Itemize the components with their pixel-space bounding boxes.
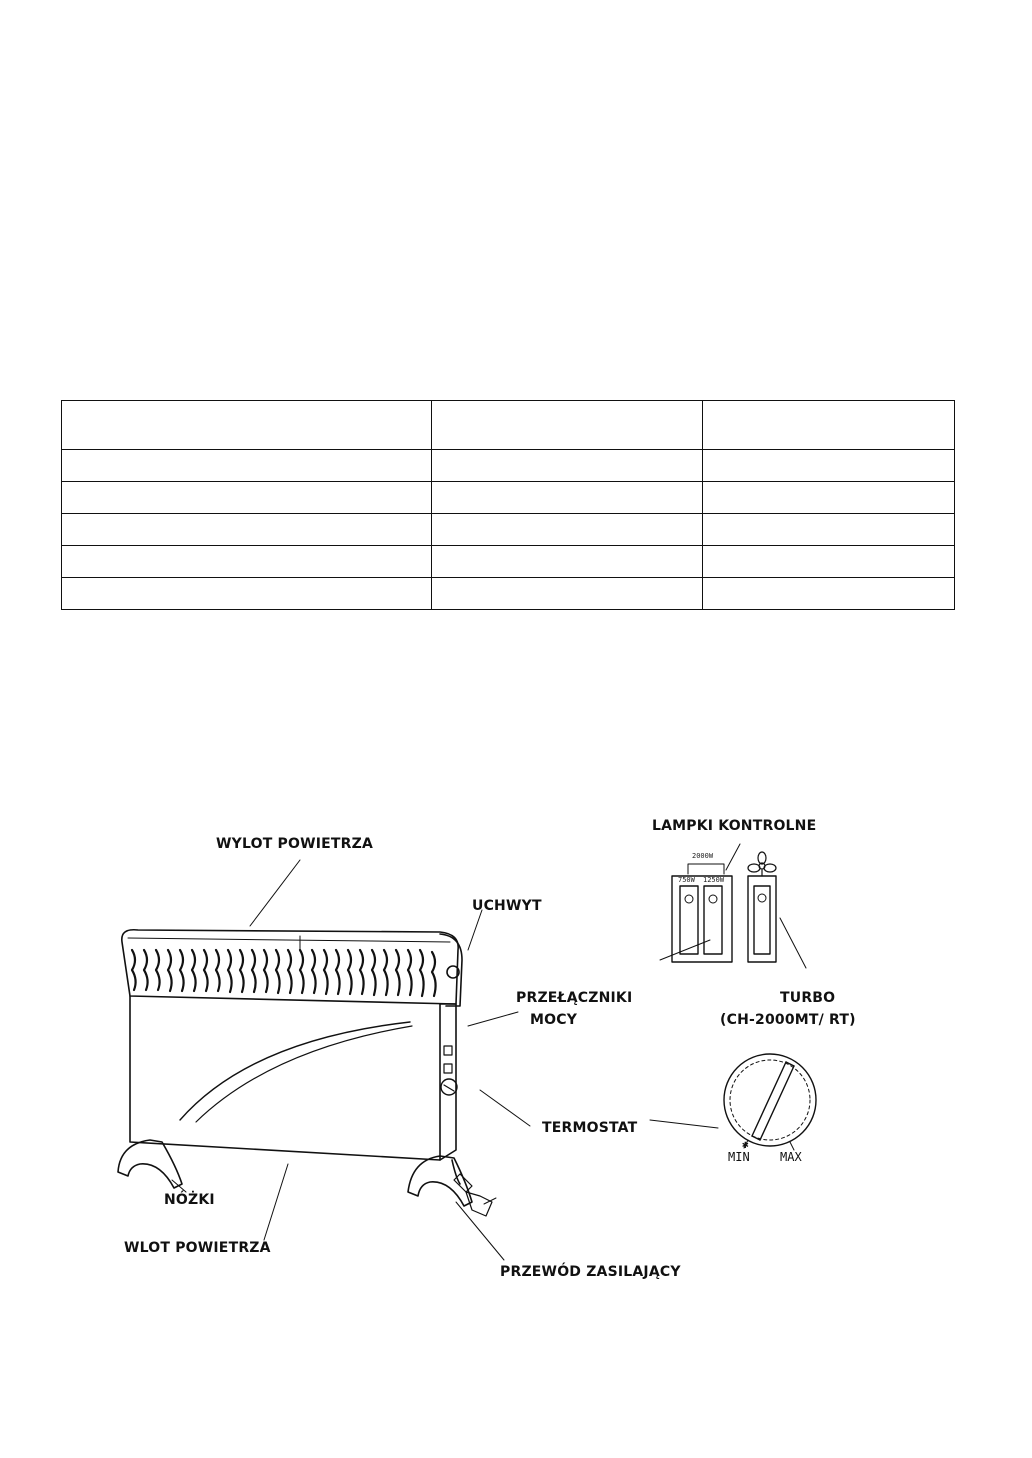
heater-diagram	[100, 800, 860, 1290]
table-row	[62, 482, 955, 514]
heater-body	[130, 996, 457, 1160]
fan-icon	[748, 852, 776, 876]
table-cell	[62, 401, 432, 450]
table-cell	[62, 482, 432, 514]
table-cell	[702, 514, 954, 546]
table-row	[62, 514, 955, 546]
specification-table	[61, 400, 955, 610]
table-cell	[62, 578, 432, 610]
table-cell	[432, 450, 702, 482]
table-cell	[62, 514, 432, 546]
table-cell	[702, 578, 954, 610]
table-row	[62, 450, 955, 482]
label-thermostat: TERMOSTAT	[542, 1120, 638, 1136]
table-row	[62, 578, 955, 610]
table-cell	[62, 450, 432, 482]
table-cell	[432, 401, 702, 450]
table-cell	[62, 546, 432, 578]
label-air-outlet: WYLOT POWIETRZA	[216, 836, 374, 852]
label-turbo: TURBO	[780, 990, 836, 1006]
snowflake-icon: ✱	[742, 1138, 749, 1151]
table-cell	[702, 482, 954, 514]
label-power-switches: PRZEŁĄCZNIKI	[516, 990, 633, 1006]
table-cell	[432, 546, 702, 578]
thermostat-dial	[724, 1054, 816, 1150]
table-row	[62, 546, 955, 578]
heater-illustration	[100, 800, 860, 1290]
switch-label-750w: 750W	[678, 876, 695, 884]
label-air-inlet: WLOT POWIETRZA	[124, 1240, 271, 1256]
label-handle: UCHWYT	[472, 898, 542, 914]
switch-label-2000w: 2000W	[692, 852, 714, 860]
table-cell	[432, 578, 702, 610]
switch-label-1250w: 1250W	[703, 876, 725, 884]
table-cell	[702, 401, 954, 450]
table-cell	[702, 546, 954, 578]
turbo-panel	[748, 852, 776, 962]
table-cell	[432, 482, 702, 514]
table-cell	[432, 514, 702, 546]
label-turbo-model: (CH-2000MT/ RT)	[720, 1012, 856, 1028]
label-indicator-lamps: LAMPKI KONTROLNE	[652, 818, 817, 834]
dial-min-label: MIN	[728, 1150, 750, 1164]
label-power-cord: PRZEWÓD ZASILAJĄCY	[500, 1264, 681, 1280]
label-feet: NÓŻKI	[164, 1192, 215, 1208]
label-power-switches-2: MOCY	[530, 1012, 578, 1028]
table-header-row	[62, 401, 955, 450]
dial-max-label: MAX	[780, 1150, 802, 1164]
table-cell	[702, 450, 954, 482]
air-outlet-grille	[122, 930, 462, 1006]
